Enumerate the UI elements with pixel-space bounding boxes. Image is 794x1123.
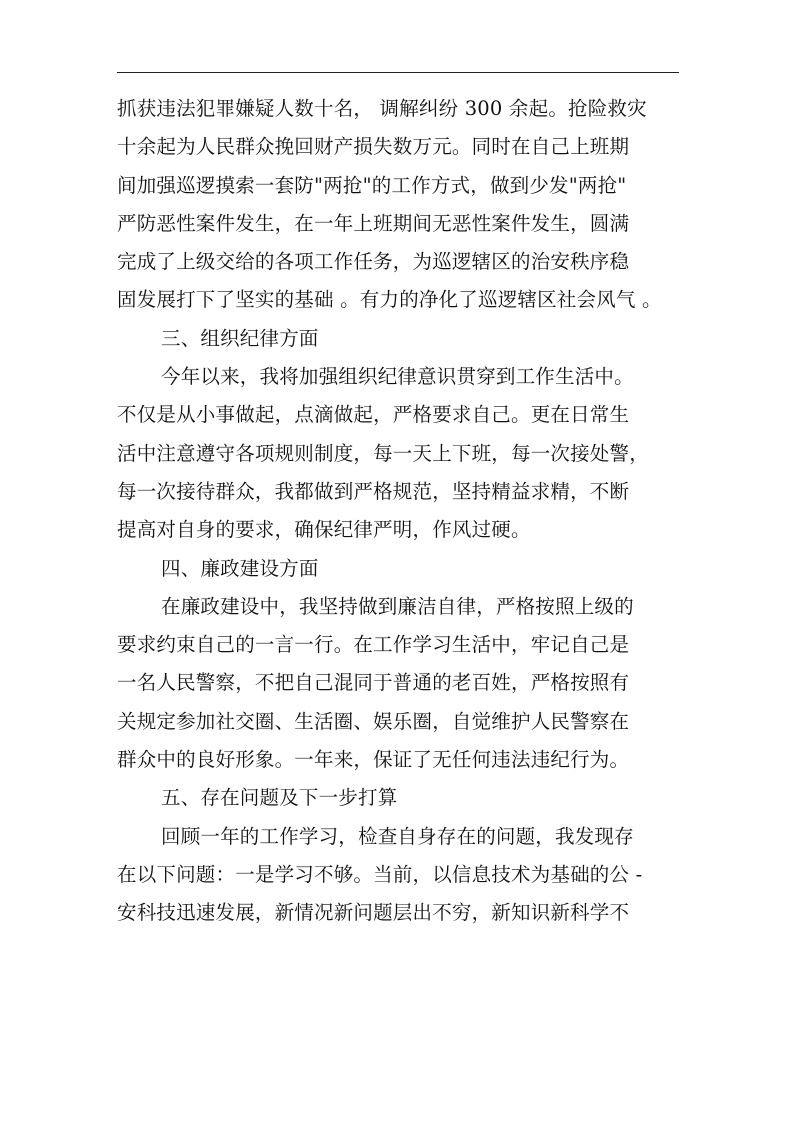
text-line: 十余起为人民群众挽回财产损失数万元。同时在自己上班期: [117, 135, 630, 159]
text-line: 提高对自身的要求，确保纪律严明，作风过硬。: [117, 518, 531, 542]
text-line: 今年以来，我将加强组织纪律意识贯穿到工作生活中。: [161, 365, 634, 389]
text-line: 关规定参加社交圈、生活圈、娱乐圈，自觉维护人民警察在: [117, 709, 630, 733]
section-heading: 五、存在问题及下一步打算: [161, 786, 398, 810]
text-line: 一名人民警察，不把自己混同于普通的老百姓，严格按照有: [117, 671, 630, 695]
text-line: 回顾一年的工作学习，检查自身存在的问题，我发现存: [161, 824, 634, 848]
text-line: 群众中的良好形象。一年来，保证了无任何违法违纪行为。: [117, 748, 630, 772]
section-heading: 三、组织纪律方面: [161, 326, 319, 350]
text-line: 严防恶性案件发生，在一年上班期间无恶性案件发生，圆满: [117, 211, 630, 235]
text-line: 要求约束自己的一言一行。在工作学习生活中，牢记自己是: [117, 633, 630, 657]
text-line: 在廉政建设中，我坚持做到廉洁自律，严格按照上级的: [161, 594, 634, 618]
text-line: 间加强巡逻摸索一套防"两抢"的工作方式，做到少发"两抢": [117, 173, 627, 197]
text-line: 在以下问题：一是学习不够。当前，以信息技术为基础的公 -: [117, 862, 643, 886]
header-rule: [117, 72, 679, 73]
text-line: 固发展打下了坚实的基础 。有力的净化了巡逻辖区社会风气 。: [117, 288, 662, 312]
text-line: 安科技迅速发展，新情况新问题层出不穷，新知识新科学不: [117, 901, 630, 925]
text-line: 抓获违法犯罪嫌疑人数十名， 调解纠纷 300 余起。抢险救灾: [117, 97, 647, 120]
text-line: 活中注意遵守各项规则制度，每一天上下班，每一次接处警，: [117, 441, 649, 465]
document-body: [117, 90, 683, 933]
text-line: 每一次接待群众，我都做到严格规范，坚持精益求精，不断: [117, 479, 630, 503]
text-line: 不仅是从小事做起，点滴做起，严格要求自己。更在日常生: [117, 403, 630, 427]
section-heading: 四、廉政建设方面: [161, 556, 319, 580]
text-line: 完成了上级交给的各项工作任务，为巡逻辖区的治安秩序稳: [117, 250, 630, 274]
